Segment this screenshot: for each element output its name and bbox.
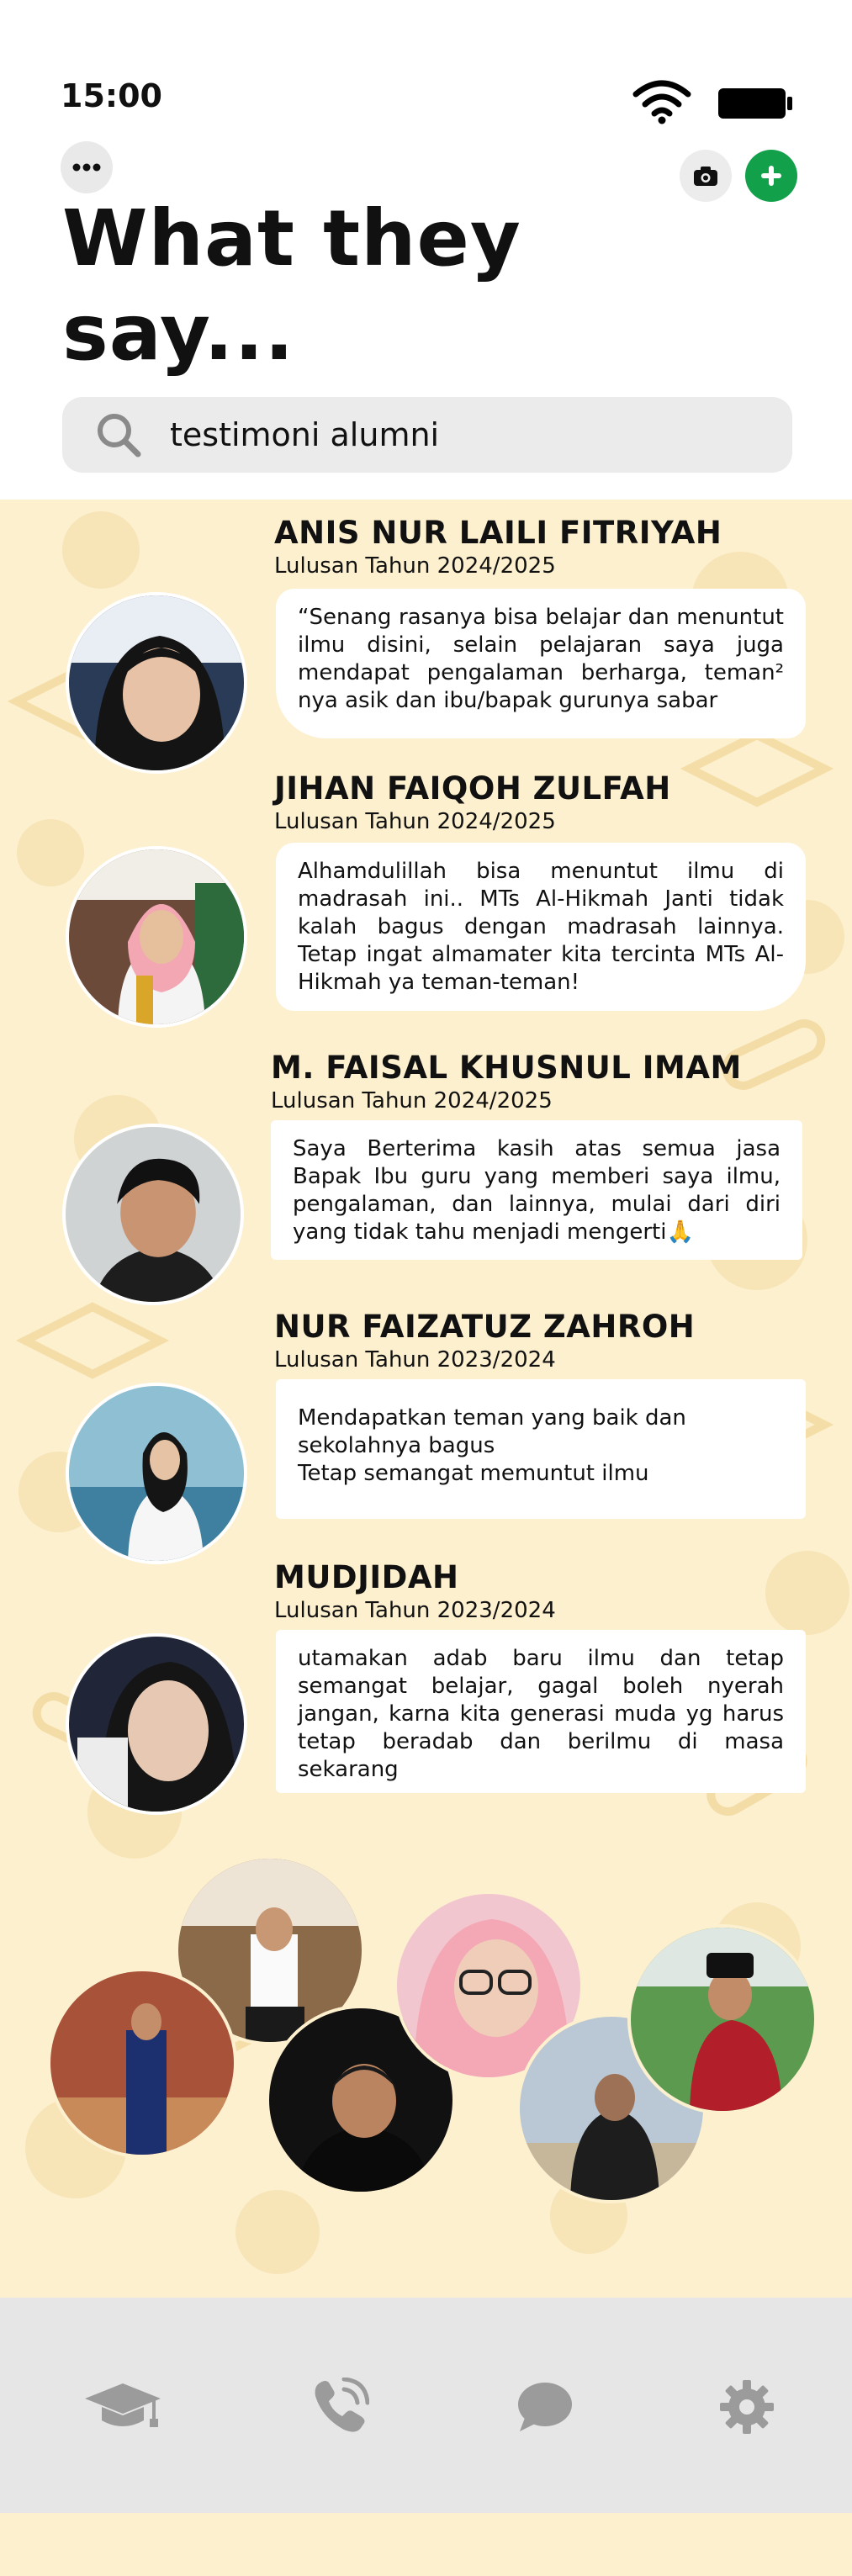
status-time: 15:00 — [61, 77, 162, 114]
wifi-icon — [632, 77, 691, 124]
more-options-button[interactable] — [61, 141, 113, 193]
search-icon — [94, 410, 143, 459]
testimonial-quote: utamakan adab baru ilmu dan tetap semangat belajar, gagal boleh nyerah jangan, karna kita generasi muda yg harus tetap beradab dan berilmu di masa sekarang — [276, 1630, 806, 1793]
nav-item-contact[interactable] — [298, 2375, 382, 2439]
testimonial-quote: Saya Berterima kasih atas semua jasa Bapak Ibu guru yang memberi saya ilmu, pengalaman, dan lainnya, mulai dari diri yang tidak tahu menjadi mengerti🙏 — [271, 1120, 802, 1260]
avatar — [66, 1633, 247, 1815]
search-input[interactable] — [170, 397, 759, 473]
page-title: What they say... — [62, 193, 521, 378]
testimonial-name: M. FAISAL KHUSNUL IMAM — [271, 1050, 742, 1086]
avatar — [66, 592, 247, 774]
nav-item-education[interactable] — [81, 2375, 165, 2439]
alumni-photo — [627, 1924, 818, 2114]
testimonial-year: Lulusan Tahun 2023/2024 — [274, 1347, 556, 1373]
testimonial-year: Lulusan Tahun 2024/2025 — [271, 1088, 553, 1113]
header — [0, 0, 852, 500]
testimonial-quote: Mendapatkan teman yang baik dan sekolahnya bagus Tetap semangat memuntut ilmu — [276, 1379, 806, 1519]
testimonial-year: Lulusan Tahun 2024/2025 — [274, 809, 556, 834]
camera-button[interactable] — [680, 150, 732, 202]
ellipsis-icon — [72, 163, 101, 172]
bottom-navbar — [0, 2298, 852, 2513]
phone-call-icon — [310, 2378, 369, 2436]
plus-icon — [759, 163, 784, 188]
avatar — [62, 1124, 244, 1305]
chat-bubble-icon — [516, 2381, 574, 2433]
alumni-photo — [47, 1968, 237, 2158]
testimonial-name: JIHAN FAIQOH ZULFAH — [274, 770, 671, 807]
nav-item-chat[interactable] — [503, 2375, 587, 2439]
testimonial-name: ANIS NUR LAILI FITRIYAH — [274, 515, 722, 551]
avatar — [66, 846, 247, 1028]
testimonial-year: Lulusan Tahun 2023/2024 — [274, 1598, 556, 1623]
testimonial-quote: “Senang rasanya bisa belajar dan menuntut ilmu disini, selain pelajaran saya juga mendapat pengalaman berharga, teman² nya asik dan ibu/bapak gurunya sabar — [276, 589, 806, 738]
testimonial-name: MUDJIDAH — [274, 1559, 459, 1595]
testimonials-section — [0, 500, 852, 2298]
testimonial-year: Lulusan Tahun 2024/2025 — [274, 553, 556, 579]
settings-gear-icon — [720, 2380, 774, 2434]
testimonial-name: NUR FAIZATUZ ZAHROH — [274, 1309, 696, 1345]
search-bar[interactable] — [62, 397, 792, 473]
camera-icon — [693, 165, 718, 187]
avatar — [66, 1383, 247, 1564]
add-button[interactable] — [745, 150, 797, 202]
testimonial-quote: Alhamdulillah bisa menuntut ilmu di madrasah ini.. MTs Al-Hikmah Janti tidak kalah bagus dengan madrasah lainnya. Tetap ingat almamater kita tercinta MTs Al-Hikmah ya teman-teman! — [276, 843, 806, 1011]
battery-icon — [717, 86, 794, 121]
footer-background — [0, 2513, 852, 2576]
nav-item-settings[interactable] — [705, 2375, 789, 2439]
graduation-cap-icon — [83, 2382, 162, 2432]
